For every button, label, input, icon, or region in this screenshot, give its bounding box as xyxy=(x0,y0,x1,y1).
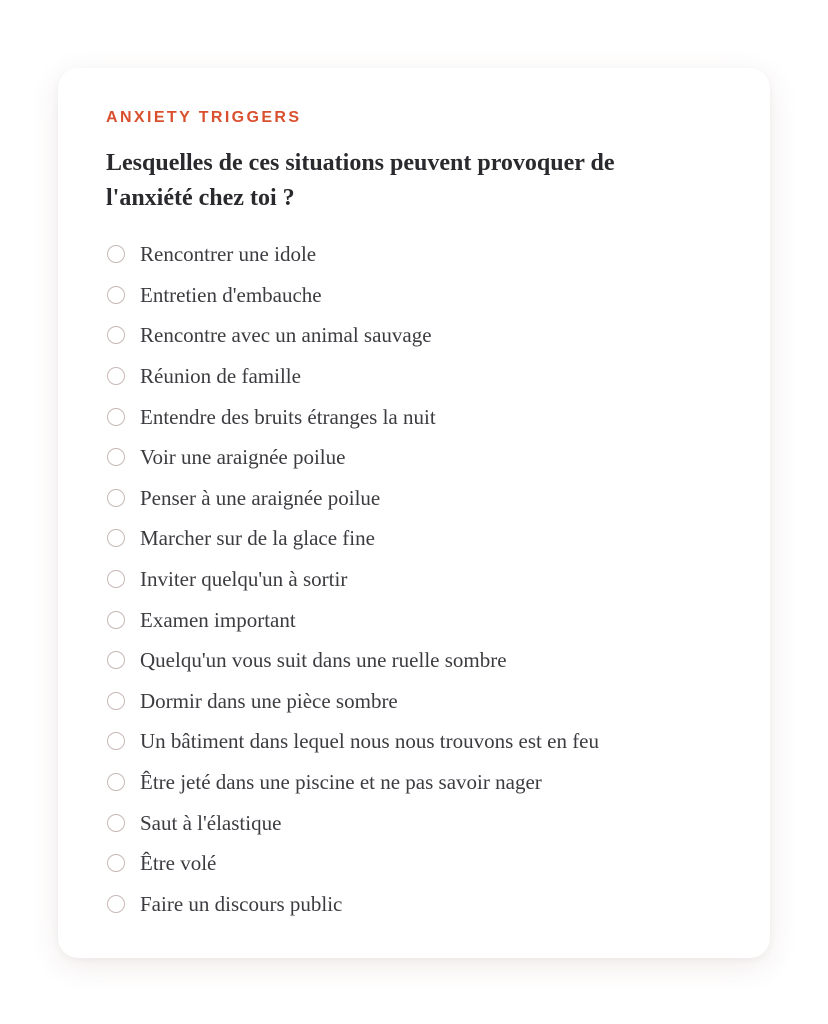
option-item[interactable] xyxy=(106,275,722,316)
radio-button[interactable] xyxy=(107,854,125,872)
option-item[interactable] xyxy=(106,681,722,722)
radio-button[interactable] xyxy=(107,611,125,629)
option-label: Rencontrer une idole xyxy=(140,242,317,267)
option-label: Penser à une araignée poilue xyxy=(140,485,381,510)
option-item[interactable] xyxy=(106,234,722,275)
option-item[interactable] xyxy=(106,478,722,519)
radio-button[interactable] xyxy=(107,286,125,304)
option-item[interactable] xyxy=(106,802,722,843)
radio-button[interactable] xyxy=(107,895,125,913)
option-item[interactable] xyxy=(106,843,722,884)
radio-button[interactable] xyxy=(107,651,125,669)
radio-button[interactable] xyxy=(107,529,125,547)
option-label: Être volé xyxy=(140,851,217,876)
option-label: Marcher sur de la glace fine xyxy=(140,526,375,551)
option-label: Être jeté dans une piscine et ne pas savoir nager xyxy=(140,770,542,795)
radio-button[interactable] xyxy=(107,448,125,466)
radio-button[interactable] xyxy=(107,489,125,507)
question-card xyxy=(58,68,770,958)
radio-button[interactable] xyxy=(107,245,125,263)
question-title: Lesquelles de ces situations peuvent provoquer de l'anxiété chez toi ? xyxy=(106,150,615,211)
option-item[interactable] xyxy=(106,559,722,600)
option-label: Examen important xyxy=(140,607,296,632)
option-item[interactable] xyxy=(106,640,722,681)
option-label: Dormir dans une pièce sombre xyxy=(140,688,398,713)
option-item[interactable] xyxy=(106,599,722,640)
radio-button[interactable] xyxy=(107,570,125,588)
category-label: ANXIETY TRIGGERS xyxy=(106,109,302,126)
radio-button[interactable] xyxy=(107,326,125,344)
option-item[interactable] xyxy=(106,884,722,925)
option-item[interactable] xyxy=(106,437,722,478)
option-label: Quelqu'un vous suit dans une ruelle sombre xyxy=(140,648,507,673)
options-list xyxy=(106,234,722,924)
option-label: Entendre des bruits étranges la nuit xyxy=(140,404,436,429)
option-item[interactable] xyxy=(106,356,722,397)
option-item[interactable] xyxy=(106,721,722,762)
radio-button[interactable] xyxy=(107,732,125,750)
option-label: Voir une araignée poilue xyxy=(140,445,346,470)
option-label: Entretien d'embauche xyxy=(140,282,322,307)
option-item[interactable] xyxy=(106,518,722,559)
option-label: Saut à l'élastique xyxy=(140,810,282,835)
option-label: Réunion de famille xyxy=(140,364,301,389)
option-item[interactable] xyxy=(106,396,722,437)
radio-button[interactable] xyxy=(107,408,125,426)
radio-button[interactable] xyxy=(107,814,125,832)
option-item[interactable] xyxy=(106,762,722,803)
option-label: Un bâtiment dans lequel nous nous trouvons est en feu xyxy=(140,729,600,754)
option-label: Rencontre avec un animal sauvage xyxy=(140,323,432,348)
radio-button[interactable] xyxy=(107,367,125,385)
option-label: Faire un discours public xyxy=(140,891,343,916)
radio-button[interactable] xyxy=(107,773,125,791)
radio-button[interactable] xyxy=(107,692,125,710)
option-item[interactable] xyxy=(106,315,722,356)
option-label: Inviter quelqu'un à sortir xyxy=(140,567,348,592)
